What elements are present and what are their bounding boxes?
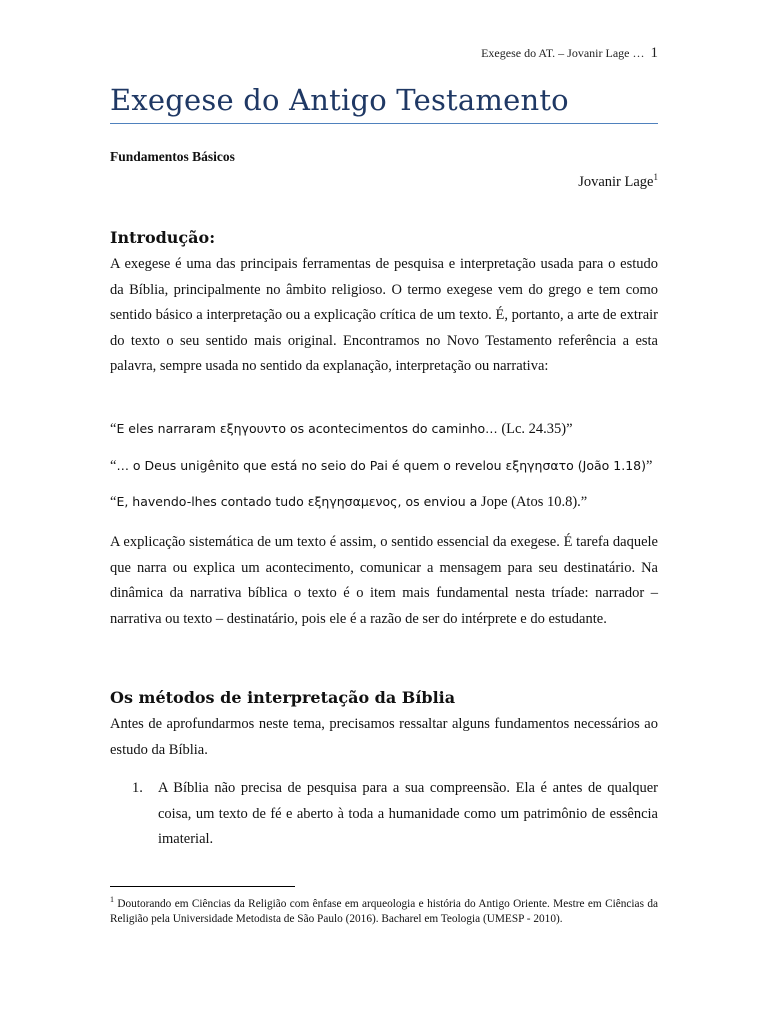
footnote-number: 1 — [110, 895, 114, 904]
list-item-text: A Bíblia não precisa de pesquisa para a sua compreensão. Ela é antes de qualquer coisa, um texto de fé e aberto à toda a humanidade como um patrimônio de essência imaterial. — [158, 780, 658, 847]
document-title: Exegese do Antigo Testamento — [110, 83, 658, 124]
quote-text: E eles narraram εξηγουντο os acontecimentos do caminho… — [116, 421, 498, 436]
footnote-text: Doutorando em Ciências da Religião com ênfase em arqueologia e história do Antigo Oriente. Mestre em Ciências da Religião pela Universidade Metodista de São Paulo (2016). Bacharel em Teologia (UMESP - 2010). — [110, 897, 658, 925]
list-item — [110, 776, 658, 853]
quote-ref: Jope (Atos 10.8).” — [477, 494, 588, 510]
quote-john — [110, 458, 658, 475]
running-header — [481, 45, 658, 62]
methods-list — [110, 776, 658, 853]
document-page — [110, 0, 658, 1024]
document-subtitle: Fundamentos Básicos — [110, 149, 235, 164]
quote-ref: (Lc. 24.35)” — [497, 421, 573, 437]
methods-paragraph: Antes de aprofundarmos neste tema, precisamos ressaltar alguns fundamentos necessários ao estudo da Bíblia. — [110, 716, 658, 758]
page-number: 1 — [650, 45, 658, 61]
list-item-number: 1. — [132, 780, 143, 796]
intro-paragraph: A exegese é uma das principais ferramentas de pesquisa e interpretação usada para o estudo da Bíblia, principalmente no âmbito religioso. O termo exegese vem do grego e tem como sentido básico a interpretação ou a explicação crítica de um texto. É, portanto, a arte de extrair do texto o seu sentido mais original. Encontramos no Novo Testamento referência a esta palavra, sempre usada no sentido da explanação, interpretação ou narrativa: — [110, 256, 658, 374]
footnote — [110, 892, 658, 927]
methods-heading: Os métodos de interpretação da Bíblia — [110, 688, 456, 707]
footnote-separator — [110, 886, 295, 887]
author-line — [578, 172, 658, 191]
running-title: Exegese do AT. – Jovanir Lage … — [481, 46, 645, 60]
quote-open: “ — [110, 421, 117, 437]
quote-open: “ — [110, 458, 117, 474]
author-name: Jovanir Lage — [578, 173, 654, 190]
quote-text: E, havendo-lhes contado tudo εξηγησαμενος, os enviou a — [116, 494, 478, 509]
intro-paragraph-2: A explicação sistemática de um texto é assim, o sentido essencial da exegese. É tarefa daquele que narra ou explica um acontecimento, comunicar a mensagem para seu destinatário. Na dinâmica da narrativa bíblica o texto é o item mais fundamental nesta tríade: narrador – narrativa ou texto – destinatário, pois ele é a razão de ser do intérprete e do estudante. — [110, 534, 658, 627]
quote-acts — [110, 494, 658, 511]
quote-luke — [110, 421, 658, 438]
intro-heading: Introdução: — [110, 228, 216, 247]
author-footnote-ref[interactable]: 1 — [653, 172, 658, 182]
quote-ref: ” — [645, 458, 653, 474]
quote-open: “ — [110, 494, 117, 510]
quote-text: … o Deus unigênito que está no seio do Pai é quem o revelou εξηγησατο (João 1.18) — [116, 458, 646, 473]
